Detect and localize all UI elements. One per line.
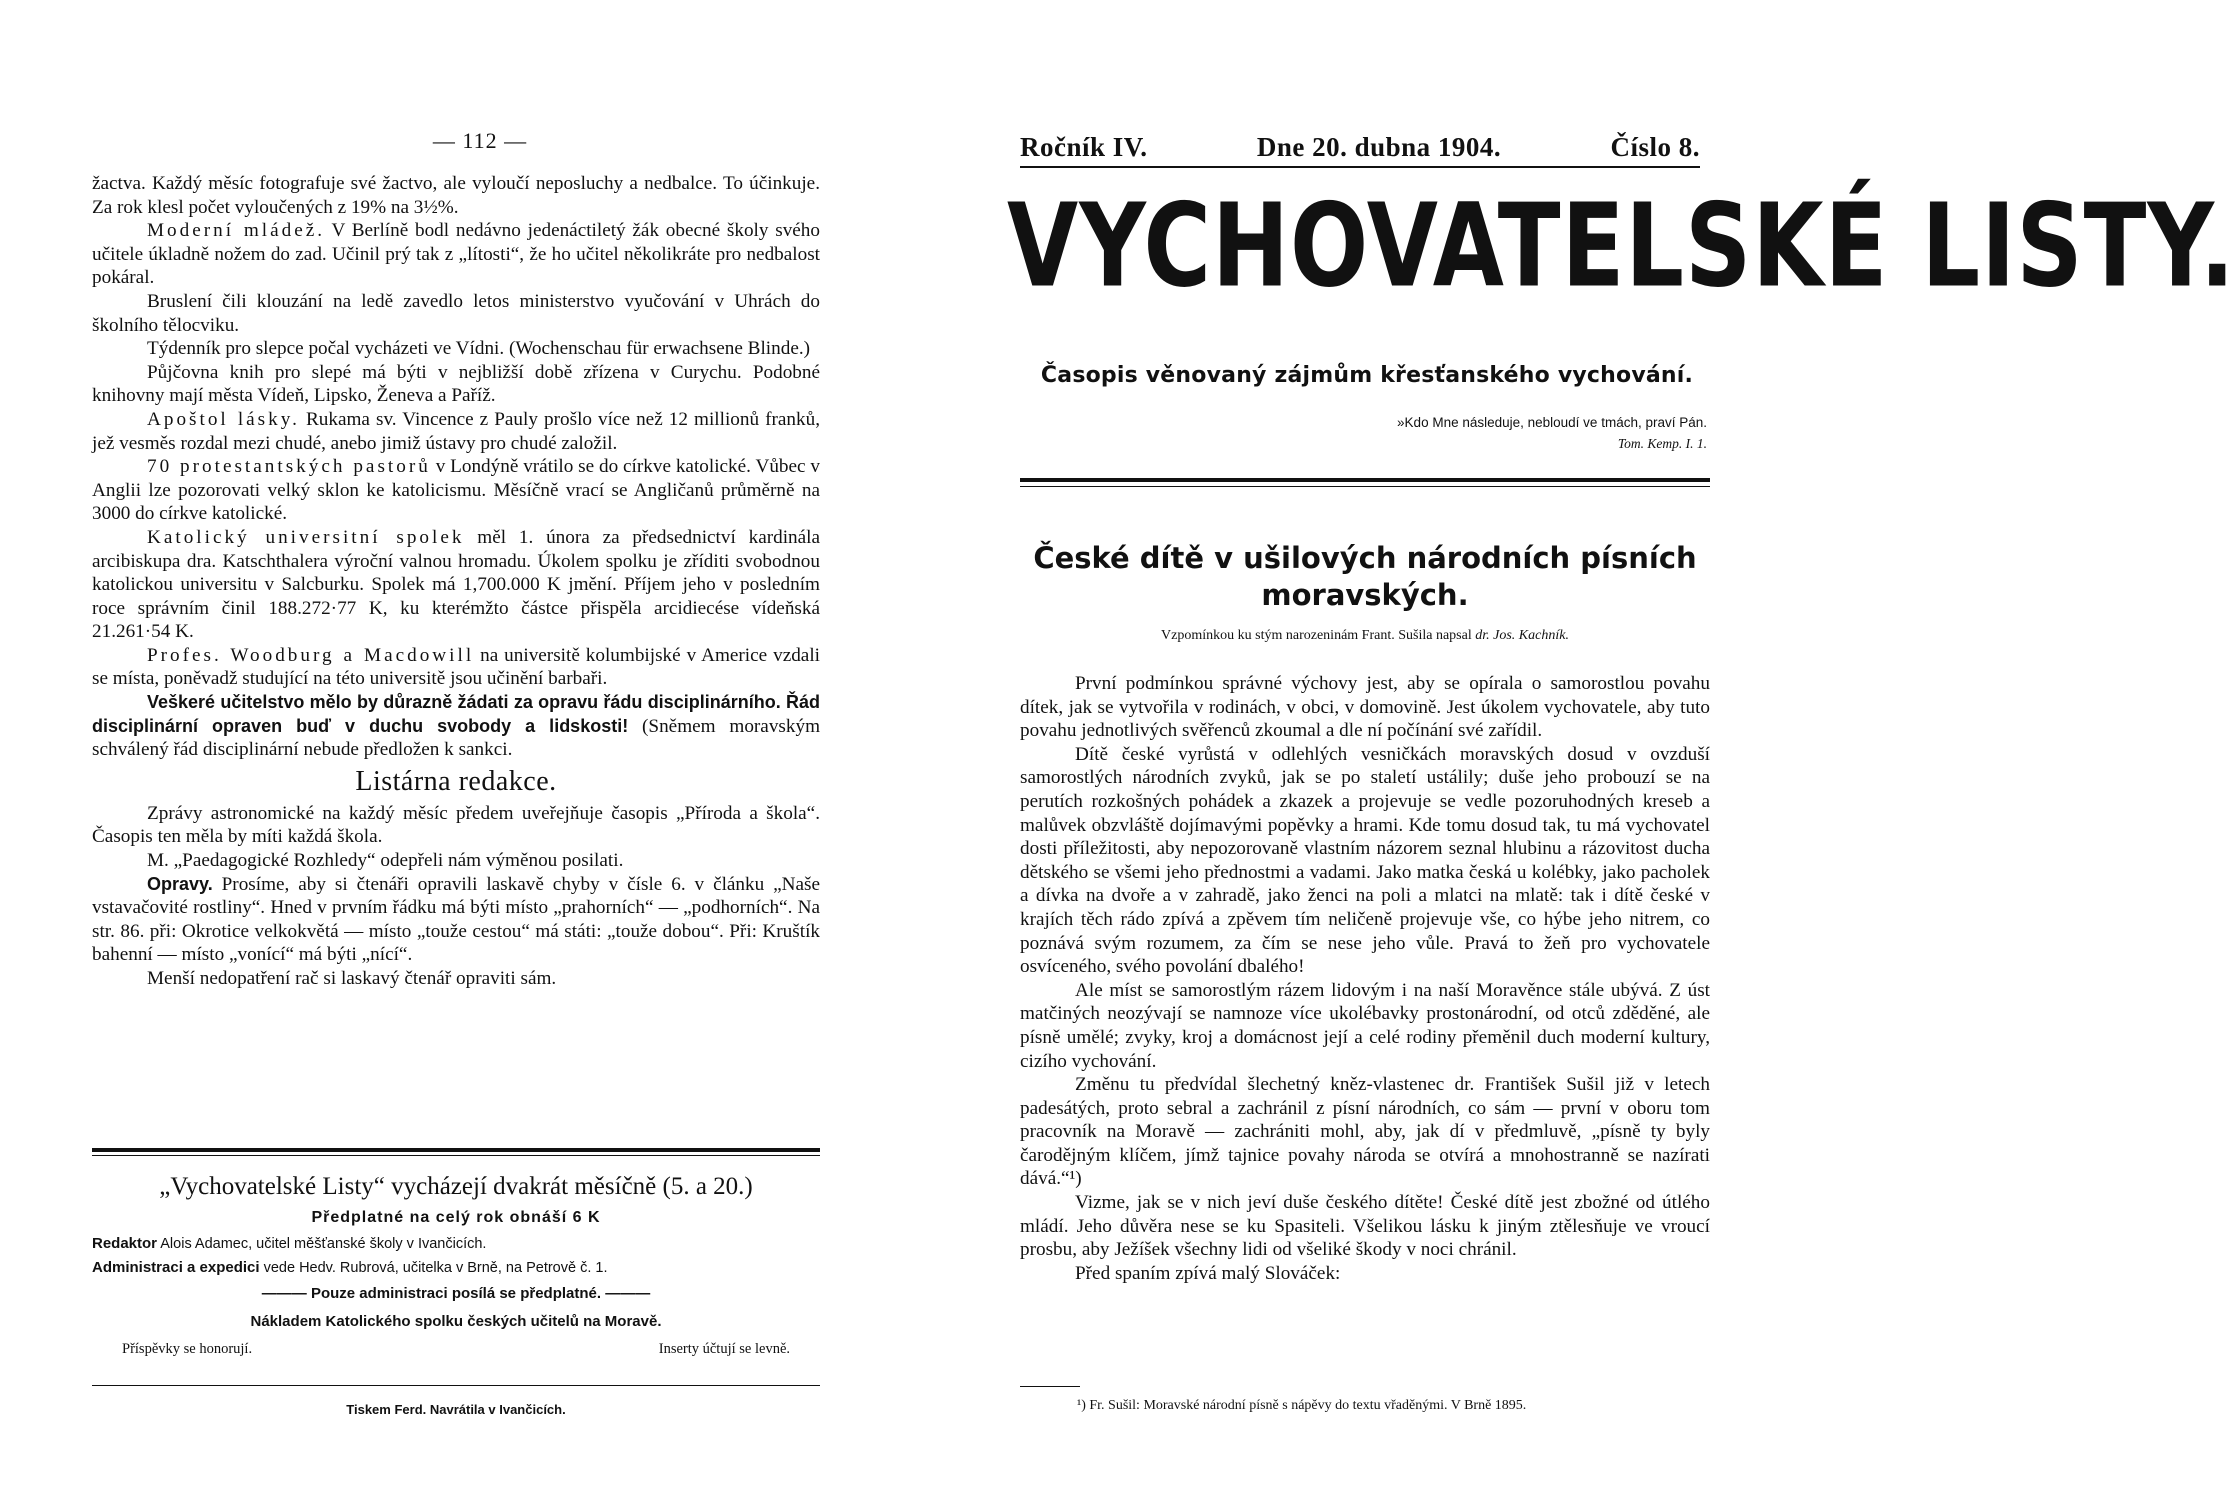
news-item <box>92 361 820 408</box>
listarna-item <box>92 802 820 849</box>
news-item <box>92 219 820 290</box>
news-text: Rukama sv. Vincence z Pauly prošlo více než 12 millionů franků, jež vesměs rozdal mezi chudé, anebo jimiž ústavy pro chudé založil. <box>92 408 821 454</box>
news-item <box>92 455 820 526</box>
printer-line: Tiskem Ferd. Navrátila v Ivančicích. <box>346 1402 566 1417</box>
article-paragraph: První podmínkou správné výchovy jest, aby se opírala o samorostlou povahu dítek, jak se vytvořila v rodinách, v obci, v domovině. Jest úkolem vychovatele, aby tuto povahu jednotlivých svěřenců zkoumal a dle ní počínání své zařídil. <box>1020 673 1710 742</box>
editor-label: Redaktor <box>92 1235 158 1252</box>
listarna-text: M. „Paedagogické Rozhledy“ odepřeli nám výměnou posilati. <box>147 850 624 872</box>
article-body <box>1020 672 1710 1285</box>
right-page <box>927 0 2236 1500</box>
editor-line <box>92 1232 820 1256</box>
news-lead: Apoštol lásky. <box>147 408 300 430</box>
news-column <box>92 172 820 991</box>
double-rule <box>92 1148 820 1152</box>
listarna-text: Menší nedopatření rač si laskavý čtenář opraviti sám. <box>147 968 557 989</box>
contrib-row <box>92 1336 820 1362</box>
article-paragraph: Dítě české vyrůstá v odlehlých vesničkách moravských dosud v ovzduší samorostlých národních zvyků, jak se po staletí ustálily; duše jeho probouzí se na perutích rozkošných pohádek a zkazek a projevuje se vedle pozoruhodných kreseb a malůvek obzvláště dojímavými popěvky a hrami. Kde tomu dosud tak, tu má vychovatel dosti příležitosti, aby nepozorovaně vlastním názorem seznal hlubinu a rázovitost ducha dětského se všemi jeho přednostmi a vadami. Jako matka česká u kolébky, jako pacholek a dívka na dvoře a v zahradě, jako ženci na poli a mlatci na mlatě: tak i dítě české v krajích těch rádo zpívá a zpěvem tím neličeně projevuje vše, co hýbe jeho nitrem, co poznává svým rozumem, za čím se nese jeho vůle. Pravá to žeň pro vychovatele osvíceného, svého povolání dbalého! <box>1020 743 1710 978</box>
article-paragraph: Ale míst se samorostlým rázem lidovým i na naší Moravěnce stále ubývá. Z úst matčiných neozývají se namnoze více ukolébavky prostonárodní, od otců zděděné, ale písně umělé; zvyky, kroj a domácnost její a celé rodiny přeměnil duch moderní kultury, cizího vychování. <box>1020 979 1710 1072</box>
postal-line: ——— Pouze administraci posílá se předplatné. ——— <box>261 1285 651 1302</box>
news-lead: Profes. Woodburg a Macdowill <box>147 644 475 666</box>
news-text: žactva. Každý měsíc fotografuje své žactvo, ale vyloučí neposluchy a nedbalce. To účinkuje. Za rok klesl počet vyloučených z 19% na 3½%. <box>92 173 820 218</box>
news-text: na universitě kolumbijské v Americe vzdali se místa, poněvadž studující na této universitě jsou učinění barbaři. <box>92 644 820 690</box>
issue-date: Dne 20. dubna 1904. <box>1256 132 1502 162</box>
news-item <box>92 408 820 455</box>
subscription-price: Předplatné na celý rok obnáší 6 K <box>311 1209 601 1226</box>
page-number: — 112 — <box>432 128 528 153</box>
double-rule-thin <box>1020 486 1710 487</box>
news-item <box>92 172 820 219</box>
news-item <box>92 337 820 361</box>
motto <box>1227 412 1707 454</box>
article-byline <box>1020 628 1710 644</box>
subscription-box <box>92 1170 820 1362</box>
publisher-line: Nákladem Katolického spolku českých učitelů na Moravě. <box>250 1313 662 1330</box>
double-rule-thin <box>92 1155 820 1156</box>
admin-line <box>92 1256 820 1280</box>
news-item <box>92 290 820 337</box>
postal-text: Pouze administraci posílá se předplatné. <box>310 1285 602 1302</box>
volume-label: Ročník IV. <box>1020 132 1148 162</box>
editor-text: Alois Adamec, učitel měšťanské školy v Ivančicích. <box>160 1236 487 1252</box>
news-item <box>92 526 820 644</box>
listarna-text: Zprávy astronomické na každý měsíc předem uveřejňuje časopis „Příroda a škola“. Časopis ten měla by míti každá škola. <box>92 802 820 848</box>
double-rule <box>1020 478 1710 482</box>
byline-author: dr. Jos. Kachník. <box>1475 628 1569 643</box>
footnote: ¹) Fr. Sušil: Moravské národní písně s nápěvy do textu vřaděnými. V Brně 1895. <box>1077 1398 1527 1413</box>
masthead-subtitle: Časopis věnovaný zájmům křesťanského vychování. <box>1040 363 1694 388</box>
news-text: V Berlíně bodl nedávno jedenáctiletý žák obecné školy svého učitele úkladně nožem do zad. Učinil prý tak z „lítosti“, že ho učitel několikráte pro nedbalost pokáral. <box>92 220 820 289</box>
left-page <box>0 0 927 1500</box>
admin-text: vede Hedv. Rubrová, učitelka v Brně, na Petrově č. 1. <box>263 1260 608 1276</box>
listarna-lead: Opravy. <box>147 873 213 894</box>
news-text: měl 1. února za předsednictví kardinála arcibiskupa dra. Katschthalera výroční valnou hromadu. Úkolem spolku je zříditi svobodnou katolickou universitu v Salcburku. Spolek má 1,700.000 K jmění. Příjem jeho v posledním roce správním činil 188.272·77 K, ku kterémžto částce přispěla arcidiecése vídeňská 21.261·54 K. <box>92 526 821 643</box>
news-lead: Katolický universitní spolek <box>147 526 465 548</box>
motto-text: »Kdo Mne následuje, nebloudí ve tmách, praví Pán. <box>1397 415 1707 430</box>
news-text: Týdenník pro slepce počal vycházeti ve Vídni. (Wochenschau für erwachsene Blinde.) <box>147 338 811 360</box>
bold-notice <box>92 691 820 762</box>
issue-number: Číslo 8. <box>1610 132 1700 162</box>
masthead-title: VYCHOVATELSKÉ LISTY. <box>1007 179 2236 313</box>
listarna-item <box>92 849 820 873</box>
masthead-rule <box>1020 166 1700 168</box>
news-lead: Moderní mládež. <box>147 220 326 242</box>
news-text: v Londýně vrátilo se do církve katolické. Vůbec v Anglii lze pozorovati velký sklon ke katolicismu. Měsíčně vrací se Angličanů průměrně na 3000 do církve katolické. <box>92 456 820 525</box>
bold-notice-tail: (Sněmem moravským schválený řád disciplinární nebude předložen k sankci. <box>92 715 820 761</box>
news-text: Půjčovna knih pro slepé má býti v nejbližší době zřízena v Curychu. Podobné knihovny mají města Vídeň, Lipsko, Ženeva a Paříž. <box>92 361 820 407</box>
listarna-title: Listárna redakce. <box>355 765 557 797</box>
bold-notice-text: Veškeré učitelstvo mělo by důrazně žádati za opravu řádu disciplinárního. Řád disciplinární opraven buď v duchu svobody a lidskosti! <box>92 692 820 736</box>
footnote-rule <box>1020 1386 1080 1387</box>
article-paragraph: Změnu tu předvídal šlechetný kněz-vlastenec dr. František Sušil již v letech padesátých, proto sebral a zachránil z písní národních, co sám — první v oboru tom pracovník na Moravě — zachrániti mohl, aby, jak dí v předmluvě, „písně ty byly čarodějným klíčem, jímž tajnice povahy národa se otvírá a mnohostranně se nazírati dává.“¹) <box>1020 1074 1710 1190</box>
article-title: České dítě v ušilových národních písních moravských. <box>1033 541 1697 612</box>
article-paragraph: Vizme, jak se v nich jeví duše českého dítěte! České dítě jest zbožné od útlého mládí. Jeho důvěra nese se ku Spasiteli. Všelikou lásku k jiným ztělesňuje ve vroucí prosbu, aby Ježíšek všechny lidi od všeliké škody v noci chránil. <box>1020 1192 1710 1261</box>
listarna-text: Prosíme, aby si čtenáři opravili laskavě chyby v čísle 6. v článku „Naše vstavačovité rostliny“. Hned v prvním řádku má býti místo „prahorních“ — „podhorních“. Na str. 86. při: Okrotice velkokvětá — místo „touže cestou“ má státi: „touže dobou“. Při: Kruštík bahenní — místo „vonící“ má býti „nící“. <box>92 873 821 966</box>
contrib-text: Příspěvky se honorují. <box>122 1341 253 1357</box>
masthead-meta <box>1020 132 1700 163</box>
listarna-item <box>92 967 820 991</box>
news-lead: 70 protestantských pastorů <box>147 456 431 478</box>
admin-label: Administraci a expedici <box>92 1259 260 1276</box>
byline-text: Vzpomínkou ku stým narozeninám Frant. Sušila napsal <box>1161 628 1472 643</box>
article-paragraph: Před spaním zpívá malý Slováček: <box>1075 1262 1341 1284</box>
ads-text: Inserty účtují se levně. <box>658 1341 790 1357</box>
subscription-heading: „Vychovatelské Listy“ vycházejí dvakrát měsíčně (5. a 20.) <box>159 1173 753 1200</box>
listarna-item <box>92 873 820 967</box>
bottom-rule <box>92 1385 820 1386</box>
news-item <box>92 644 820 691</box>
motto-source: Tom. Kemp. I. 1. <box>1617 436 1707 451</box>
news-text: Bruslení čili klouzání na ledě zavedlo letos ministerstvo vyučování v Uhrách do školního tělocviku. <box>92 290 820 336</box>
